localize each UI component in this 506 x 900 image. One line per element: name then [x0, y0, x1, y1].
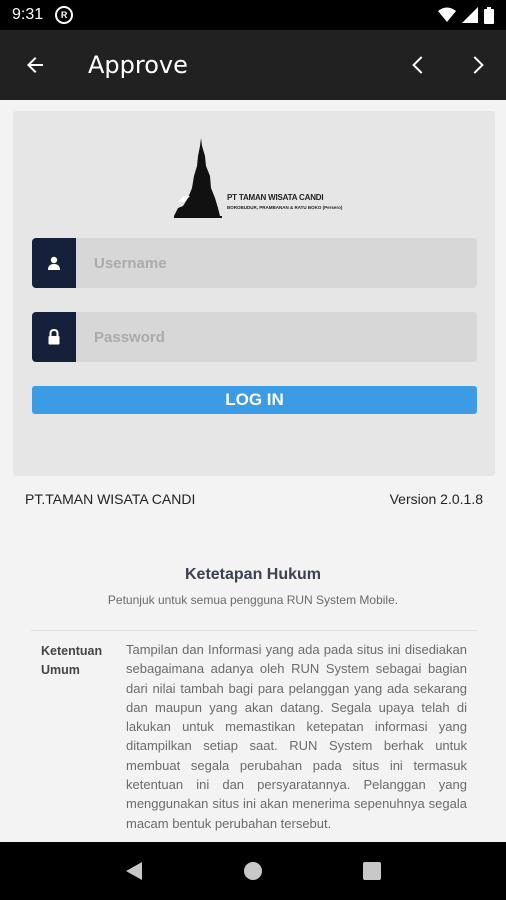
previous-button[interactable]	[390, 30, 448, 100]
nav-back-button[interactable]	[119, 856, 149, 886]
divider	[31, 630, 477, 631]
chevron-right-icon	[465, 53, 489, 77]
term-body: Tampilan dan Informasi yang ada pada situs ini disediakan sebagaimana adanya oleh RUN System sebagai bagian dari nilai tambah bagi para pelanggan yang ada sekarang dan maupun yang akan datang. Segala upaya telah di lakukan untuk memastikan ketepatan informasi yang ditampilkan setiap saat. RUN System berhak untuk membuat segala perubahan pada situs ini termasuk ketentuan ini dan persyaratannya. Pelanggan yang menggunakan situs ini akan menerima sepenuhnya segala macam bentuk perubahan tersebut.	[126, 642, 467, 831]
chevron-left-icon	[407, 53, 431, 77]
signal-icon	[462, 7, 478, 23]
app-version: Version 2.0.1.8	[389, 491, 483, 507]
password-field	[32, 312, 477, 362]
username-field	[32, 238, 477, 288]
status-time: 9:31	[12, 6, 44, 23]
triangle-back-icon	[125, 861, 143, 881]
logo-company-name: PT TAMAN WISATA CANDI	[227, 193, 324, 202]
login-button[interactable]: LOG IN	[32, 386, 477, 414]
legal-title: Ketetapan Hukum	[184, 566, 322, 583]
password-input[interactable]	[76, 312, 477, 362]
user-icon	[47, 256, 61, 270]
square-recents-icon	[363, 862, 381, 880]
lock-icon	[47, 329, 61, 345]
next-button[interactable]	[448, 30, 506, 100]
login-card	[13, 111, 495, 476]
notification-icon: R	[55, 6, 73, 24]
wifi-icon	[438, 7, 456, 23]
logo-company-subtitle: BOROBUDUR, PRAMBANAN & RATU BOKO (Persero)	[227, 205, 343, 210]
status-bar	[0, 0, 506, 30]
user-icon-box	[32, 238, 76, 288]
term-label: Ketentuan Umum	[41, 644, 103, 677]
page-title: Approve	[88, 51, 188, 79]
legal-subtitle: Petunjuk untuk semua pengguna RUN System Mobile.	[107, 593, 399, 607]
lock-icon-box	[32, 312, 76, 362]
nav-recents-button[interactable]	[357, 856, 387, 886]
content-area	[0, 100, 506, 842]
arrow-left-icon	[23, 53, 47, 77]
nav-home-button[interactable]	[238, 856, 268, 886]
status-icons	[438, 7, 494, 24]
company-name: PT.TAMAN WISATA CANDI	[25, 491, 196, 507]
back-button[interactable]	[0, 30, 70, 100]
record-nav	[390, 30, 506, 100]
system-nav-bar	[0, 842, 506, 900]
battery-icon	[484, 7, 494, 24]
circle-home-icon	[243, 861, 263, 881]
app-bar	[0, 30, 506, 100]
username-input[interactable]	[76, 238, 477, 288]
